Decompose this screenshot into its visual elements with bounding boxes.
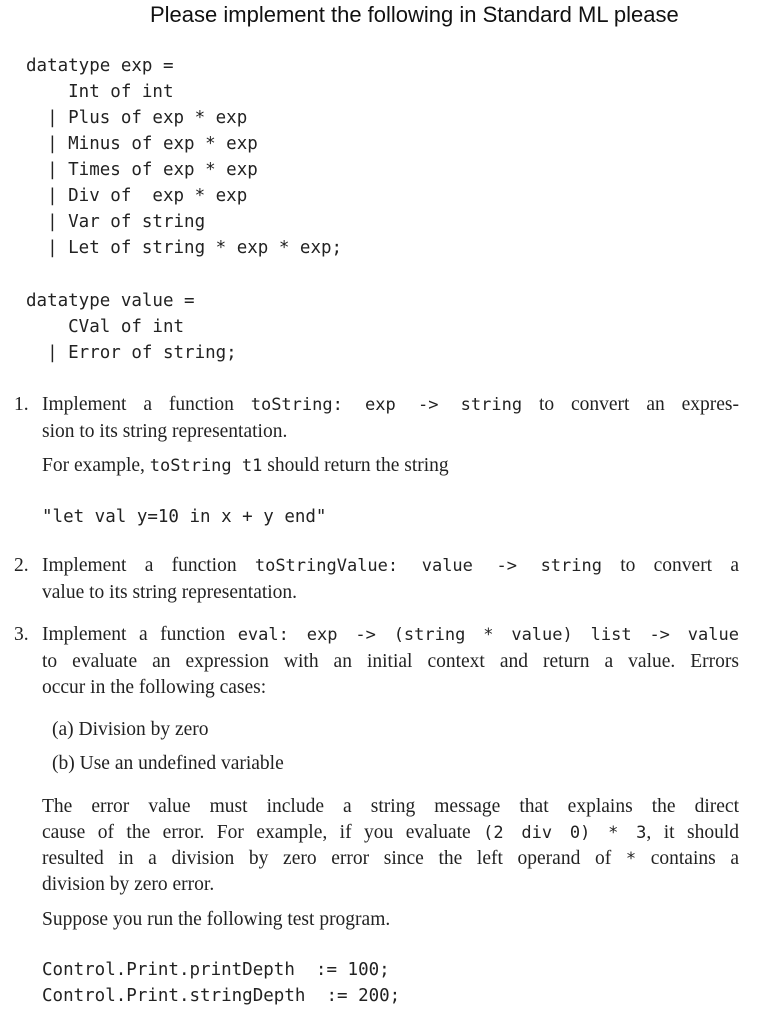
code-line: | Times of exp * exp — [26, 160, 258, 180]
example-output: "let val y=10 in x + y end" — [42, 507, 327, 527]
case-item: (b) Use an undefined variable — [52, 753, 284, 774]
inline-code: eval: exp -> (string * value) list -> value — [237, 625, 739, 645]
item-text: Implement a function eval: exp -> (string * value) list -> value — [42, 624, 739, 645]
item-number: 2. — [14, 555, 29, 576]
inline-code: * — [625, 849, 637, 869]
code-line: datatype value = — [26, 291, 195, 311]
code-line: | Var of string — [26, 212, 206, 232]
code-line: | Error of string; — [26, 343, 237, 363]
inline-code: (2 div 0) * 3 — [483, 823, 647, 843]
code-line: | Plus of exp * exp — [26, 108, 248, 128]
inline-code: toStringValue: value -> string — [254, 556, 602, 576]
paragraph-line: cause of the error. For example, if you evaluate (2 div 0) * 3, it should — [42, 822, 739, 843]
code-line: CVal of int — [26, 317, 185, 337]
code-line: | Minus of exp * exp — [26, 134, 258, 154]
item-text: Implement a function toString: exp -> string to convert an expres- — [42, 394, 739, 415]
item-text: sion to its string representation. — [42, 421, 288, 442]
paragraph-line: The error value must include a string message that explains the direct — [42, 796, 739, 817]
code-line: datatype exp = — [26, 56, 174, 76]
paragraph-line: resulted in a division by zero error since the left operand of * contains a — [42, 848, 739, 869]
item-number: 1. — [14, 394, 29, 415]
item-text: Implement a function toStringValue: value -> string to convert a — [42, 555, 739, 576]
program-line: Control.Print.stringDepth := 200; — [42, 986, 401, 1006]
item-number: 3. — [14, 624, 29, 645]
program-line: Control.Print.printDepth := 100; — [42, 960, 390, 980]
code-line: | Let of string * exp * exp; — [26, 238, 343, 258]
paragraph-line: Suppose you run the following test program. — [42, 909, 391, 930]
page-title: Please implement the following in Standard ML please — [150, 2, 679, 27]
item-text: occur in the following cases: — [42, 677, 267, 698]
inline-code: toString: exp -> string — [250, 395, 523, 415]
code-line: | Div of exp * exp — [26, 186, 248, 206]
case-item: (a) Division by zero — [52, 719, 209, 740]
inline-code: toString t1 — [149, 456, 263, 476]
item-text: value to its string representation. — [42, 582, 298, 603]
paragraph-line: division by zero error. — [42, 874, 215, 895]
code-line: Int of int — [26, 82, 174, 102]
example-text: For example, toString t1 should return the string — [42, 455, 449, 476]
item-text: to evaluate an expression with an initial context and return a value. Errors — [42, 651, 739, 672]
